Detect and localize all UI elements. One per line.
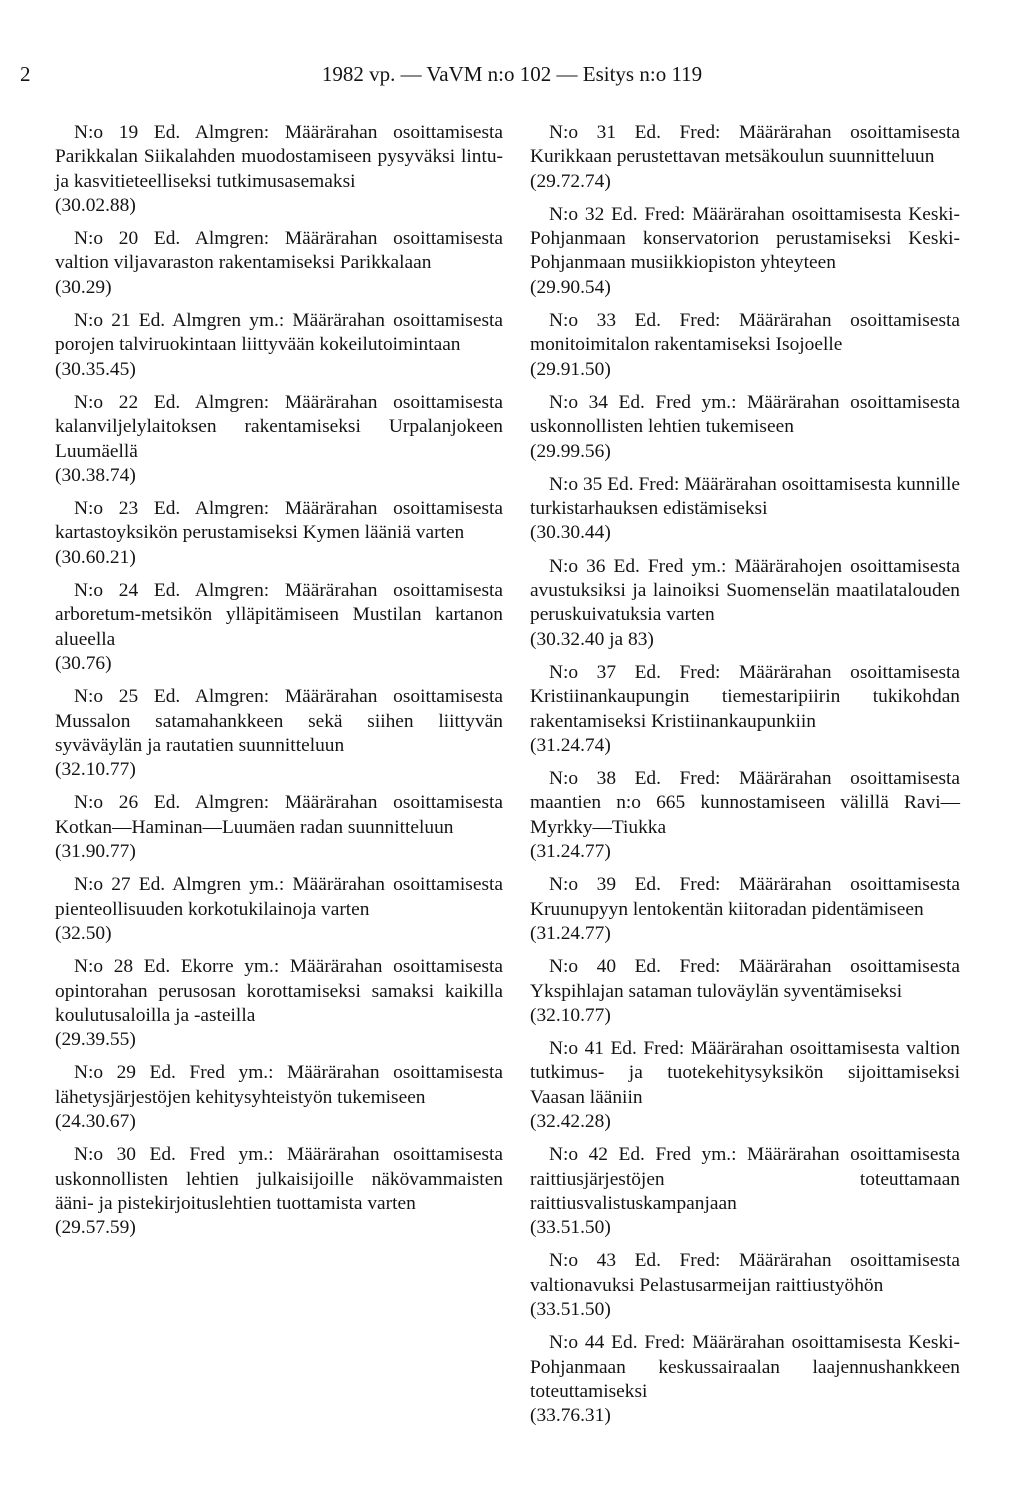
motion-entry <box>530 767 960 864</box>
motion-entry <box>530 1249 960 1322</box>
motion-description: N:o 29 Ed. Fred ym.: Määrärahan osoittamisesta lähetysjärjestöjen kehitysyhteistyön tukemiseen <box>55 1062 503 1108</box>
motion-description: N:o 24 Ed. Almgren: Määrärahan osoittamisesta arboretum-metsikön ylläpitämiseen Mustilan kartanon alueella <box>55 580 503 650</box>
motion-description: N:o 28 Ed. Ekorre ym.: Määrärahan osoittamisesta opintorahan perusosan korottamiseksi samaksi kaikilla koulutusaloilla ja -asteilla <box>55 956 503 1026</box>
budget-item-code: (31.24.77) <box>530 841 611 863</box>
motion-description: N:o 27 Ed. Almgren ym.: Määrärahan osoittamisesta pienteollisuuden korkotukilainoja varten <box>55 874 503 920</box>
motion-entry <box>530 873 960 946</box>
motion-description: N:o 41 Ed. Fred: Määrärahan osoittamisesta valtion tutkimus- ja tuotekehitysyksikön sijoittamiseksi Vaasan lääniin <box>530 1038 960 1108</box>
motion-entry <box>55 579 503 676</box>
motion-description: N:o 22 Ed. Almgren: Määrärahan osoittamisesta kalanviljelylaitoksen rakentamiseksi Urpalanjokeen Luumäellä <box>55 391 503 462</box>
budget-item-code: (30.29) <box>55 276 112 298</box>
motion-description: N:o 35 Ed. Fred: Määrärahan osoittamisesta kunnille turkistarhauksen edistämiseksi <box>530 473 960 520</box>
budget-item-code: (29.72.74) <box>530 170 611 192</box>
budget-item-code: (29.99.56) <box>530 440 611 462</box>
running-title: 1982 vp. — VaVM n:o 102 — Esitys n:o 119 <box>321 62 703 86</box>
budget-item-code: (30.60.21) <box>55 546 136 568</box>
motion-entry <box>55 873 503 946</box>
motion-entry <box>530 1037 960 1134</box>
budget-item-code: (32.10.77) <box>55 759 136 781</box>
motion-entry <box>55 955 503 1052</box>
motion-entry <box>530 391 960 464</box>
motion-description: N:o 38 Ed. Fred: Määrärahan osoittamisesta maantien n:o 665 kunnostamiseen välillä Ravi—Myrkky—Tiukka <box>530 768 960 838</box>
motion-description: N:o 32 Ed. Fred: Määrärahan osoittamisesta Keski-Pohjanmaan konservatorion perustamiseksi Keski-Pohjanmaan musiikkiopiston yhteyteen <box>530 203 960 274</box>
left-column <box>55 121 503 1249</box>
motion-description: N:o 26 Ed. Almgren: Määrärahan osoittamisesta Kotkan—Haminan—Luumäen radan suunnitteluun <box>55 792 503 838</box>
motion-entry <box>55 391 503 488</box>
motion-entry <box>55 1061 503 1134</box>
motion-entry <box>55 791 503 864</box>
motion-entry <box>55 227 503 300</box>
motion-description: N:o 23 Ed. Almgren: Määrärahan osoittamisesta kartastoyksikön perustamiseksi Kymen lääniä varten <box>55 498 503 544</box>
motion-description: N:o 40 Ed. Fred: Määrärahan osoittamisesta Ykspihlajan sataman tuloväylän syventämiseksi <box>530 956 960 1002</box>
motion-description: N:o 19 Ed. Almgren: Määrärahan osoittamisesta Parikkalan Siikalahden muodostamiseen pysyväksi lintu- ja kasvitieteelliseksi tutkimusasemaksi <box>55 122 503 192</box>
budget-item-code: (29.57.59) <box>55 1217 136 1239</box>
budget-item-code: (32.10.77) <box>530 1004 611 1026</box>
budget-item-code: (29.91.50) <box>530 358 611 380</box>
budget-item-code: (31.24.77) <box>530 922 611 944</box>
motion-description: N:o 36 Ed. Fred ym.: Määrärahojen osoittamisesta avustuksiksi ja lainoiksi Suomenselän maatilatalouden peruskuivatuksia varten <box>530 555 960 626</box>
budget-item-code: (33.76.31) <box>530 1405 611 1427</box>
motion-description: N:o 44 Ed. Fred: Määrärahan osoittamisesta Keski-Pohjanmaan keskussairaalan laajennushankkeen toteuttamiseksi <box>530 1332 960 1402</box>
motion-description: N:o 21 Ed. Almgren ym.: Määrärahan osoittamisesta porojen talviruokintaan liittyvään kokeilutoimintaan <box>55 310 503 356</box>
motion-description: N:o 31 Ed. Fred: Määrärahan osoittamisesta Kurikkaan perustettavan metsäkoulun suunnitteluun <box>530 122 960 168</box>
budget-item-code: (32.42.28) <box>530 1110 611 1132</box>
motion-description: N:o 34 Ed. Fred ym.: Määrärahan osoittamisesta uskonnollisten lehtien tukemiseen <box>530 391 960 438</box>
motion-entry <box>530 309 960 382</box>
budget-item-code: (30.30.44) <box>530 522 611 544</box>
page-number: 2 <box>20 62 31 86</box>
motion-entry <box>530 473 960 546</box>
motion-entry <box>530 555 960 652</box>
motion-description: N:o 43 Ed. Fred: Määrärahan osoittamisesta valtionavuksi Pelastusarmeijan raittiustyöhön <box>530 1250 960 1296</box>
motion-description: N:o 37 Ed. Fred: Määrärahan osoittamisesta Kristiinankaupungin tiemestaripiirin tukikohdan rakentamiseksi Kristiinankaupunkiin <box>530 661 960 732</box>
motion-entry <box>55 1143 503 1240</box>
right-column <box>530 121 960 1438</box>
budget-item-code: (24.30.67) <box>55 1110 136 1132</box>
budget-item-code: (29.39.55) <box>55 1029 136 1051</box>
budget-item-code: (30.32.40 ja 83) <box>530 628 654 650</box>
budget-item-code: (30.38.74) <box>55 464 136 486</box>
motion-entry <box>530 955 960 1028</box>
motion-description: N:o 25 Ed. Almgren: Määrärahan osoittamisesta Mussalon satamahankkeen sekä siihen liittyvän syväväylän ja rautatien suunnitteluun <box>55 686 503 756</box>
motion-entry <box>530 121 960 194</box>
motion-entry <box>55 121 503 218</box>
motion-description: N:o 30 Ed. Fred ym.: Määrärahan osoittamisesta uskonnollisten lehtien julkaisijoille näkövammaisten ääni- ja pistekirjoituslehtien tuottamista varten <box>55 1144 503 1214</box>
budget-item-code: (31.90.77) <box>55 841 136 863</box>
budget-item-code: (30.76) <box>55 652 112 674</box>
motion-entry <box>530 1331 960 1428</box>
motion-entry <box>55 309 503 382</box>
motion-description: N:o 20 Ed. Almgren: Määrärahan osoittamisesta valtion viljavaraston rakentamiseksi Parikkalaan <box>55 228 503 274</box>
budget-item-code: (33.51.50) <box>530 1217 611 1239</box>
motion-entry <box>55 497 503 570</box>
budget-item-code: (29.90.54) <box>530 276 611 298</box>
motion-description: N:o 42 Ed. Fred ym.: Määrärahan osoittamisesta raittiusjärjestöjen toteuttamaan raittiusvalistuskampanjaan <box>530 1144 960 1214</box>
budget-item-code: (30.02.88) <box>55 194 136 216</box>
motion-entry <box>530 661 960 758</box>
motion-description: N:o 33 Ed. Fred: Määrärahan osoittamisesta monitoimitalon rakentamiseksi Isojoelle <box>530 310 960 356</box>
budget-item-code: (30.35.45) <box>55 358 136 380</box>
motion-entry <box>530 1143 960 1240</box>
motion-entry <box>530 203 960 300</box>
budget-item-code: (31.24.74) <box>530 734 611 756</box>
motion-entry <box>55 685 503 782</box>
budget-item-code: (32.50) <box>55 922 112 944</box>
budget-item-code: (33.51.50) <box>530 1299 611 1321</box>
motion-description: N:o 39 Ed. Fred: Määrärahan osoittamisesta Kruunupyyn lentokentän kiitoradan pidentämiseen <box>530 874 960 920</box>
